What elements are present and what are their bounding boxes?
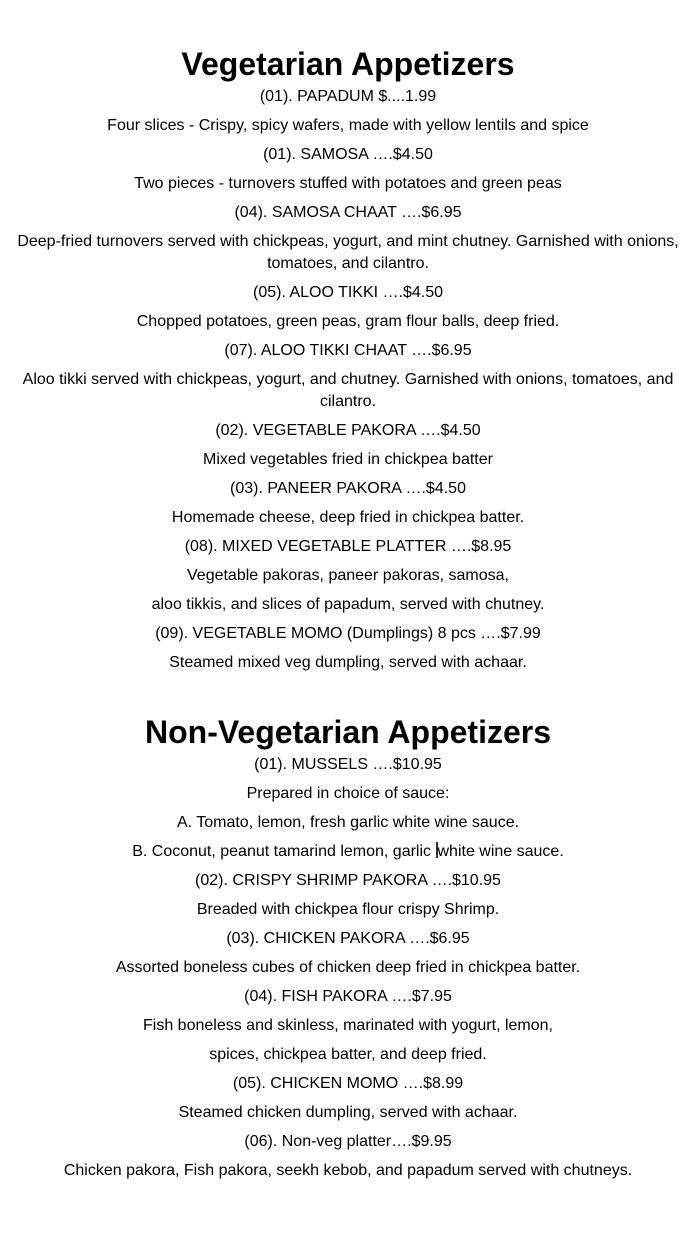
menu-item-description: Chopped potatoes, green peas, gram flour balls, deep fried. — [136, 313, 560, 330]
menu-item-description: Chicken pakora, Fish pakora, seekh kebob, and papadum served with chutneys. — [63, 1162, 633, 1179]
menu-item-name: (05). ALOO TIKKI ….$4.50 — [252, 284, 443, 301]
menu-item-name: (08). MIXED VEGETABLE PLATTER ….$8.95 — [184, 538, 512, 555]
non-vegetarian-section — [0, 712, 696, 1182]
menu-item-description: Vegetable pakoras, paneer pakoras, samosa, — [187, 567, 509, 584]
menu-item-description: Prepared in choice of sauce: — [246, 785, 450, 802]
menu-item-name: (03). PANEER PAKORA ….$4.50 — [230, 480, 466, 497]
menu-item-name: (04). FISH PAKORA ….$7.95 — [244, 988, 452, 1005]
menu-item-description: Breaded with chickpea flour crispy Shrimp. — [196, 901, 500, 918]
menu-item-description: Steamed chicken dumpling, served with achaar. — [178, 1104, 518, 1121]
menu-item-name: (04). SAMOSA CHAAT ….$6.95 — [234, 204, 462, 221]
menu-item-description: Two pieces - turnovers stuffed with potatoes and green peas — [134, 175, 562, 192]
section-title: Non-Vegetarian Appetizers — [144, 714, 551, 750]
menu-item-description: Fish boneless and skinless, marinated with yogurt, lemon, — [143, 1017, 553, 1034]
menu-item-name: (06). Non-veg platter….$9.95 — [244, 1133, 452, 1150]
menu-item-description: Deep-fried turnovers served with chickpeas, yogurt, and mint chutney. Garnished with onions, tomatoes, and cilantro. — [17, 233, 679, 272]
menu-item-name: (02). CRISPY SHRIMP PAKORA ….$10.95 — [195, 872, 501, 889]
menu-item-description-with-cursor[interactable] — [10, 841, 686, 863]
menu-item-name: (02). VEGETABLE PAKORA ….$4.50 — [215, 422, 481, 439]
menu-item-description-part: white wine sauce. — [437, 843, 564, 860]
menu-item-name: (01). SAMOSA ….$4.50 — [263, 146, 433, 163]
menu-item-description-part: B. Coconut, peanut tamarind lemon, garlic — [132, 843, 436, 860]
menu-item-description: Four slices - Crispy, spicy wafers, made with yellow lentils and spice — [107, 117, 589, 134]
menu-item-name: (01). MUSSELS ….$10.95 — [254, 756, 442, 773]
menu-item-name: (07). ALOO TIKKI CHAAT ….$6.95 — [224, 342, 472, 359]
menu-item-name: (09). VEGETABLE MOMO (Dumplings) 8 pcs ….$7.99 — [155, 625, 541, 642]
menu-item-description: Mixed vegetables fried in chickpea batter — [203, 451, 493, 468]
menu-item-description: spices, chickpea batter, and deep fried. — [209, 1046, 487, 1063]
menu-item-name: (01). PAPADUM $....1.99 — [259, 88, 437, 105]
menu-item-name: (03). CHICKEN PAKORA ….$6.95 — [226, 930, 470, 947]
menu-item-description: Assorted boneless cubes of chicken deep fried in chickpea batter. — [115, 959, 581, 976]
menu-item-name: (05). CHICKEN MOMO ….$8.99 — [232, 1075, 464, 1092]
section-title: Vegetarian Appetizers — [181, 46, 515, 82]
menu-item-description: Steamed mixed veg dumpling, served with achaar. — [169, 654, 527, 671]
menu-item-description: A. Tomato, lemon, fresh garlic white wine sauce. — [176, 814, 520, 831]
vegetarian-section — [0, 44, 696, 674]
menu-item-description: Aloo tikki served with chickpeas, yogurt, and chutney. Garnished with onions, tomatoes, and cilantro. — [22, 371, 674, 410]
menu-item-description: aloo tikkis, and slices of papadum, served with chutney. — [151, 596, 545, 613]
menu-item-description: Homemade cheese, deep fried in chickpea batter. — [171, 509, 525, 526]
